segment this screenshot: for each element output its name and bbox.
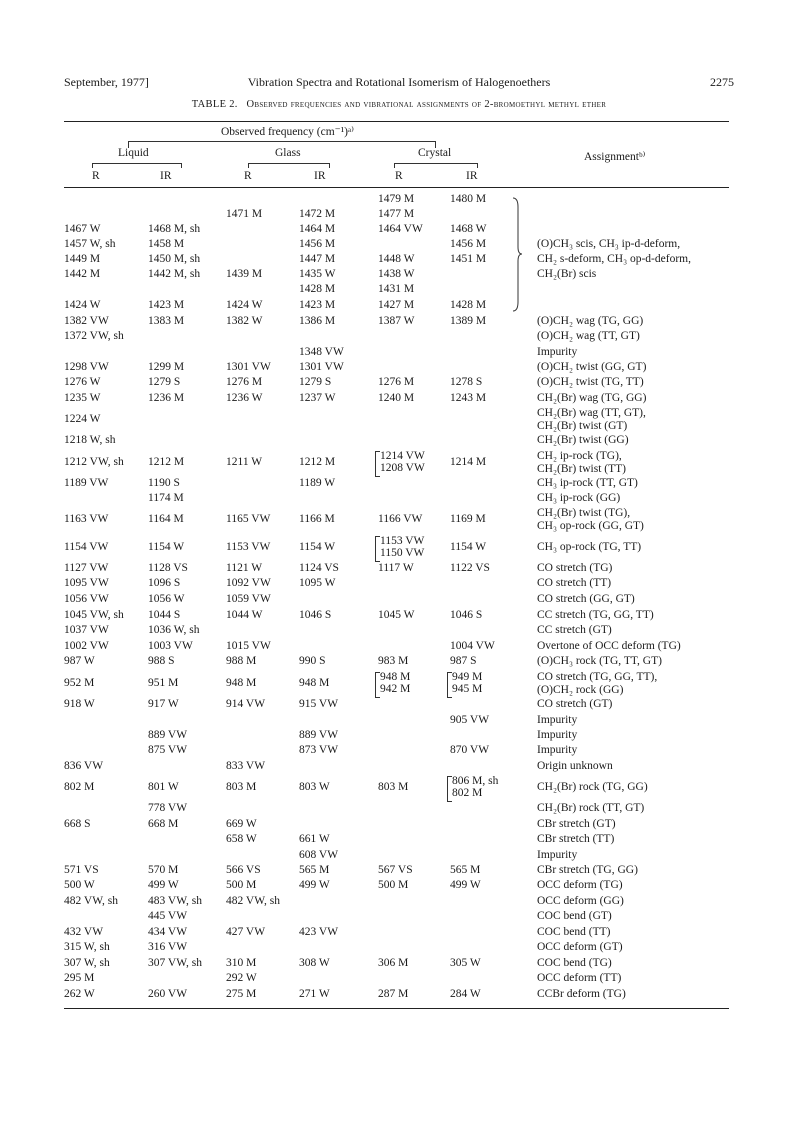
cell-liquid-r: 1298 VW bbox=[64, 361, 109, 373]
cell-assignment: (O)CH₂ twist (TG, TT) bbox=[537, 376, 644, 388]
cell-glass-ir: 1154 W bbox=[299, 541, 336, 553]
cell-liquid-r: 1154 VW bbox=[64, 541, 109, 553]
header-glass-ir: IR bbox=[314, 170, 326, 182]
cell-liquid-ir: 1442 M, sh bbox=[148, 268, 201, 280]
cell-glass-ir: 948 M bbox=[299, 677, 330, 689]
cell-glass-r: 1165 VW bbox=[226, 513, 271, 525]
cell-liquid-r: 1163 VW bbox=[64, 513, 109, 525]
cell-assignment: Origin unknown bbox=[537, 760, 613, 772]
cell-glass-r: 1382 W bbox=[226, 315, 263, 327]
cell-assignment: CH₂(Br) twist (GG) bbox=[537, 434, 629, 446]
cell-assignment: CH₂(Br) wag (TT, GT), bbox=[537, 406, 646, 419]
cell-assignment: (O)CH₂ wag (TG, GG) bbox=[537, 315, 644, 327]
cell-glass-ir: 1464 M bbox=[299, 223, 336, 235]
cell-glass-r: 1044 W bbox=[226, 609, 263, 621]
cell-assignment: Impurity bbox=[537, 714, 578, 726]
cell-crystal-ir: 1122 VS bbox=[450, 562, 490, 574]
cell-liquid-r: 1372 VW, sh bbox=[64, 330, 124, 342]
cell-liquid-ir: 778 VW bbox=[148, 802, 188, 814]
cell-liquid-r: 1457 W, sh bbox=[64, 238, 116, 250]
cell-liquid-r: 1056 VW bbox=[64, 593, 109, 605]
cell-assignment: CO stretch (TG, GG, TT), bbox=[537, 670, 658, 683]
cell-liquid-ir: 1468 M, sh bbox=[148, 223, 201, 235]
cell-glass-ir: 1124 VS bbox=[299, 562, 339, 574]
cell-crystal-r: 803 M bbox=[378, 781, 409, 793]
cell-assignment: (O)CH₂ twist (GG, GT) bbox=[537, 361, 647, 373]
cell-assignment: COC bend (GT) bbox=[537, 910, 612, 922]
cell-liquid-r: 836 VW bbox=[64, 760, 104, 772]
cell-assignment: (O)CH₃ rock (TG, TT, GT) bbox=[537, 655, 662, 667]
cell-liquid-ir: 801 W bbox=[148, 781, 179, 793]
cell-crystal-ir-split: 806 M, sh bbox=[452, 775, 499, 787]
cluster-brace bbox=[512, 197, 522, 312]
cell-assignment: Impurity bbox=[537, 849, 578, 861]
cell-glass-r: 988 M bbox=[226, 655, 257, 667]
cell-crystal-r: 1427 M bbox=[378, 299, 415, 311]
cell-glass-ir: 1189 W bbox=[299, 477, 336, 489]
cell-crystal-r: 567 VS bbox=[378, 864, 413, 876]
cell-liquid-ir: 917 W bbox=[148, 698, 179, 710]
cell-assignment: CBr stretch (GT) bbox=[537, 818, 616, 830]
cell-assignment: CH₂(Br) twist (TT) bbox=[537, 462, 626, 475]
cell-crystal-ir: 1214 M bbox=[450, 456, 487, 468]
cell-glass-r: 1236 W bbox=[226, 392, 263, 404]
cell-crystal-r-split: 1150 VW bbox=[380, 547, 425, 559]
crystal-brace bbox=[394, 163, 478, 168]
cell-glass-r: 1153 VW bbox=[226, 541, 271, 553]
cell-crystal-ir: 1451 M bbox=[450, 253, 487, 265]
cell-liquid-ir: 1190 S bbox=[148, 477, 180, 489]
cell-crystal-ir: 870 VW bbox=[450, 744, 490, 756]
cell-crystal-r: 1166 VW bbox=[378, 513, 423, 525]
cell-liquid-r: 1224 W bbox=[64, 413, 101, 425]
cell-liquid-ir: 1212 M bbox=[148, 456, 185, 468]
cell-glass-r: 1424 W bbox=[226, 299, 263, 311]
cell-crystal-ir: 499 W bbox=[450, 879, 481, 891]
cell-liquid-r: 802 M bbox=[64, 781, 95, 793]
cell-glass-r: 566 VS bbox=[226, 864, 261, 876]
cell-crystal-r: 500 M bbox=[378, 879, 409, 891]
cell-crystal-ir: 284 W bbox=[450, 988, 481, 1000]
cell-crystal-r: 1045 W bbox=[378, 609, 415, 621]
cell-liquid-r: 500 W bbox=[64, 879, 95, 891]
cell-glass-r: 1211 W bbox=[226, 456, 263, 468]
cell-glass-ir: 308 W bbox=[299, 957, 330, 969]
cell-glass-ir: 608 VW bbox=[299, 849, 339, 861]
cell-assignment: CBr stretch (TT) bbox=[537, 833, 615, 845]
header-liquid-ir: IR bbox=[160, 170, 172, 182]
cell-crystal-ir: 1278 S bbox=[450, 376, 483, 388]
cell-crystal-ir: 1456 M bbox=[450, 238, 487, 250]
cell-assignment: CH₃ ip-rock (TT, GT) bbox=[537, 477, 638, 489]
cell-liquid-ir: 951 M bbox=[148, 677, 179, 689]
cell-liquid-ir: 1096 S bbox=[148, 577, 181, 589]
cell-liquid-ir: 1044 S bbox=[148, 609, 181, 621]
cell-glass-ir: 1212 M bbox=[299, 456, 336, 468]
cell-assignment: CH₂(Br) twist (GT) bbox=[537, 419, 628, 432]
cell-liquid-ir: 1174 M bbox=[148, 492, 184, 504]
cell-assignment: OCC deform (TT) bbox=[537, 972, 622, 984]
cell-liquid-ir: 316 VW bbox=[148, 941, 188, 953]
cell-assignment: (O)CH₃ scis, CH₃ ip-d-deform, bbox=[537, 238, 681, 250]
cell-crystal-ir-split: 945 M bbox=[452, 683, 483, 695]
cell-glass-ir: 1095 W bbox=[299, 577, 336, 589]
cell-liquid-ir: 445 VW bbox=[148, 910, 188, 922]
cell-assignment: Impurity bbox=[537, 346, 578, 358]
cell-assignment: CO stretch (GT) bbox=[537, 698, 613, 710]
header-glass-r: R bbox=[244, 170, 252, 182]
table-top-rule bbox=[64, 121, 729, 122]
cell-glass-ir: 1447 M bbox=[299, 253, 336, 265]
cell-crystal-ir: 1480 M bbox=[450, 193, 487, 205]
cell-glass-ir: 271 W bbox=[299, 988, 330, 1000]
cell-crystal-r: 306 M bbox=[378, 957, 409, 969]
cell-liquid-ir: 1154 W bbox=[148, 541, 185, 553]
cell-glass-r: 833 VW bbox=[226, 760, 266, 772]
cell-crystal-r-split: 1208 VW bbox=[380, 462, 425, 474]
cell-glass-ir: 661 W bbox=[299, 833, 330, 845]
cell-assignment: OCC deform (GT) bbox=[537, 941, 623, 953]
cell-liquid-ir: 307 VW, sh bbox=[148, 957, 202, 969]
cell-liquid-r: 1212 VW, sh bbox=[64, 456, 124, 468]
cell-glass-ir: 915 VW bbox=[299, 698, 339, 710]
cell-liquid-r: 1002 VW bbox=[64, 640, 109, 652]
cell-liquid-r: 1189 VW bbox=[64, 477, 109, 489]
cell-glass-r: 1439 M bbox=[226, 268, 263, 280]
cell-liquid-r: 262 W bbox=[64, 988, 95, 1000]
cell-liquid-ir: 483 VW, sh bbox=[148, 895, 202, 907]
cell-liquid-ir: 570 M bbox=[148, 864, 179, 876]
cell-liquid-r: 1037 VW bbox=[64, 624, 109, 636]
table-caption bbox=[64, 99, 734, 110]
cell-crystal-r: 287 M bbox=[378, 988, 409, 1000]
cell-glass-r: 292 W bbox=[226, 972, 257, 984]
cell-liquid-r: 1449 M bbox=[64, 253, 101, 265]
cell-crystal-ir: 1468 W bbox=[450, 223, 487, 235]
cell-liquid-r: 1045 VW, sh bbox=[64, 609, 124, 621]
cell-liquid-r: 918 W bbox=[64, 698, 95, 710]
cell-crystal-r: 1276 M bbox=[378, 376, 415, 388]
cell-liquid-r: 1382 VW bbox=[64, 315, 109, 327]
issue-date: September, 1977] bbox=[64, 75, 149, 89]
page-number: 2275 bbox=[710, 75, 734, 89]
table-header-rule bbox=[64, 187, 729, 188]
cell-crystal-r: 1431 M bbox=[378, 283, 415, 295]
header-crystal-ir: IR bbox=[466, 170, 478, 182]
cell-liquid-r: 1235 W bbox=[64, 392, 101, 404]
cell-glass-r: 1015 VW bbox=[226, 640, 271, 652]
cell-liquid-ir: 1056 W bbox=[148, 593, 185, 605]
cell-glass-ir: 1279 S bbox=[299, 376, 332, 388]
cell-crystal-ir: 1046 S bbox=[450, 609, 483, 621]
cell-liquid-ir: 1450 M, sh bbox=[148, 253, 201, 265]
cell-liquid-ir: 1036 W, sh bbox=[148, 624, 200, 636]
cell-assignment: CH₃ op-rock (GG, GT) bbox=[537, 519, 644, 532]
cell-glass-r: 948 M bbox=[226, 677, 257, 689]
cell-liquid-r: 315 W, sh bbox=[64, 941, 110, 953]
cell-glass-r: 1301 VW bbox=[226, 361, 271, 373]
cell-glass-ir: 1348 VW bbox=[299, 346, 344, 358]
cell-glass-ir: 1301 VW bbox=[299, 361, 344, 373]
cell-crystal-r: 1479 M bbox=[378, 193, 415, 205]
cell-glass-r: 914 VW bbox=[226, 698, 266, 710]
cell-crystal-ir: 1169 M bbox=[450, 513, 486, 525]
cell-glass-ir: 1237 W bbox=[299, 392, 336, 404]
header-assignment: Assignmentᵇ⁾ bbox=[584, 151, 646, 163]
running-head bbox=[64, 75, 734, 93]
cell-assignment: COC bend (TG) bbox=[537, 957, 612, 969]
cell-crystal-ir: 305 W bbox=[450, 957, 481, 969]
cell-glass-r: 658 W bbox=[226, 833, 257, 845]
cell-glass-r: 1471 M bbox=[226, 208, 263, 220]
cell-assignment: Overtone of OCC deform (TG) bbox=[537, 640, 681, 652]
cell-liquid-r: 1095 VW bbox=[64, 577, 109, 589]
glass-brace bbox=[248, 163, 330, 168]
cell-assignment: Impurity bbox=[537, 744, 578, 756]
cell-assignment: CH₃ op-rock (TG, TT) bbox=[537, 541, 642, 553]
cell-glass-r: 1121 W bbox=[226, 562, 263, 574]
cell-assignment: OCC deform (GG) bbox=[537, 895, 624, 907]
cell-assignment: CO stretch (GG, GT) bbox=[537, 593, 635, 605]
cell-crystal-r: 1464 VW bbox=[378, 223, 423, 235]
cell-liquid-ir: 1128 VS bbox=[148, 562, 188, 574]
cell-liquid-ir: 889 VW bbox=[148, 729, 188, 741]
cell-assignment: CC stretch (TG, GG, TT) bbox=[537, 609, 654, 621]
cell-liquid-ir: 260 VW bbox=[148, 988, 188, 1000]
cell-glass-ir: 803 W bbox=[299, 781, 330, 793]
cell-glass-ir: 1046 S bbox=[299, 609, 332, 621]
cell-glass-r: 500 M bbox=[226, 879, 257, 891]
cell-glass-ir: 1428 M bbox=[299, 283, 336, 295]
cell-glass-ir: 1435 W bbox=[299, 268, 336, 280]
cell-assignment: CH₂(Br) wag (TG, GG) bbox=[537, 392, 647, 404]
cell-crystal-r-split: 942 M bbox=[380, 683, 411, 695]
cell-liquid-ir: 1458 M bbox=[148, 238, 185, 250]
header-liquid: Liquid bbox=[118, 147, 149, 159]
header-liquid-r: R bbox=[92, 170, 100, 182]
cell-liquid-r: 1127 VW bbox=[64, 562, 109, 574]
cell-glass-ir: 1456 M bbox=[299, 238, 336, 250]
cell-liquid-r: 1467 W bbox=[64, 223, 101, 235]
cell-liquid-r: 571 VS bbox=[64, 864, 99, 876]
cell-liquid-r: 1424 W bbox=[64, 299, 101, 311]
cell-assignment: CH₂ ip-rock (TG), bbox=[537, 449, 622, 462]
cell-glass-ir: 1386 M bbox=[299, 315, 336, 327]
cell-glass-ir: 990 S bbox=[299, 655, 326, 667]
cell-glass-ir: 873 VW bbox=[299, 744, 339, 756]
header-crystal-r: R bbox=[395, 170, 403, 182]
cell-crystal-r: 1477 M bbox=[378, 208, 415, 220]
cell-crystal-r-split: 1214 VW bbox=[380, 450, 425, 462]
journal-article-title: Vibration Spectra and Rotational Isomerism of Halogenoethers bbox=[247, 75, 551, 89]
cell-crystal-r: 1240 M bbox=[378, 392, 415, 404]
cell-assignment: Impurity bbox=[537, 729, 578, 741]
cell-crystal-ir: 987 S bbox=[450, 655, 477, 667]
cell-liquid-ir: 988 S bbox=[148, 655, 175, 667]
cell-liquid-ir: 1299 M bbox=[148, 361, 185, 373]
cell-liquid-r: 1442 M bbox=[64, 268, 101, 280]
cell-crystal-r: 1448 W bbox=[378, 253, 415, 265]
cell-crystal-ir-split: 949 M bbox=[452, 671, 483, 683]
cell-assignment: CH₂(Br) scis bbox=[537, 268, 597, 280]
cell-liquid-r: 295 M bbox=[64, 972, 95, 984]
table-label: TABLE 2. bbox=[191, 99, 238, 110]
cell-glass-ir: 423 VW bbox=[299, 926, 339, 938]
cell-liquid-r: 1218 W, sh bbox=[64, 434, 116, 446]
cell-glass-r: 275 M bbox=[226, 988, 257, 1000]
cell-liquid-r: 482 VW, sh bbox=[64, 895, 118, 907]
cell-assignment: CH₂(Br) twist (TG), bbox=[537, 506, 631, 519]
cell-liquid-ir: 1383 M bbox=[148, 315, 185, 327]
cell-crystal-ir: 1428 M bbox=[450, 299, 487, 311]
cell-assignment: (O)CH₂ wag (TT, GT) bbox=[537, 330, 640, 342]
cell-glass-r: 803 M bbox=[226, 781, 257, 793]
cell-liquid-ir: 668 M bbox=[148, 818, 179, 830]
cell-crystal-ir-split: 802 M bbox=[452, 787, 483, 799]
cell-assignment: CBr stretch (TG, GG) bbox=[537, 864, 638, 876]
cell-crystal-ir: 1243 M bbox=[450, 392, 487, 404]
cell-liquid-ir: 1003 VW bbox=[148, 640, 193, 652]
cell-assignment: CO stretch (TT) bbox=[537, 577, 612, 589]
cell-glass-ir: 889 VW bbox=[299, 729, 339, 741]
cell-glass-r: 1092 VW bbox=[226, 577, 271, 589]
cell-glass-ir: 1472 M bbox=[299, 208, 336, 220]
cell-glass-r: 310 M bbox=[226, 957, 257, 969]
cell-crystal-r: 1117 W bbox=[378, 562, 414, 574]
cell-liquid-ir: 499 W bbox=[148, 879, 179, 891]
cell-crystal-ir: 905 VW bbox=[450, 714, 490, 726]
cell-assignment: CO stretch (TG) bbox=[537, 562, 613, 574]
cell-crystal-ir: 1154 W bbox=[450, 541, 487, 553]
cell-liquid-r: 668 S bbox=[64, 818, 91, 830]
header-crystal: Crystal bbox=[418, 147, 452, 159]
header-observed-frequency: Observed frequency (cm⁻¹)ᵃ⁾ bbox=[221, 126, 354, 138]
cell-assignment: OCC deform (TG) bbox=[537, 879, 623, 891]
cell-assignment: CH₂ s-deform, CH₃ op-d-deform, bbox=[537, 253, 691, 265]
cell-crystal-ir: 1389 M bbox=[450, 315, 487, 327]
cell-crystal-r: 983 M bbox=[378, 655, 409, 667]
cell-liquid-ir: 1423 M bbox=[148, 299, 185, 311]
liquid-brace bbox=[92, 163, 182, 168]
cell-assignment: (O)CH₂ rock (GG) bbox=[537, 683, 624, 696]
cell-crystal-r-split: 1153 VW bbox=[380, 535, 425, 547]
cell-liquid-ir: 1236 M bbox=[148, 392, 185, 404]
header-glass: Glass bbox=[275, 147, 301, 159]
cell-glass-ir: 565 M bbox=[299, 864, 330, 876]
cell-liquid-r: 1276 W bbox=[64, 376, 101, 388]
cell-assignment: CH₂(Br) rock (TT, GT) bbox=[537, 802, 645, 814]
cell-liquid-r: 987 W bbox=[64, 655, 95, 667]
cell-liquid-r: 432 VW bbox=[64, 926, 104, 938]
cell-crystal-r: 1387 W bbox=[378, 315, 415, 327]
cell-liquid-r: 307 W, sh bbox=[64, 957, 110, 969]
cell-liquid-ir: 434 VW bbox=[148, 926, 188, 938]
cell-assignment: CH₂(Br) rock (TG, GG) bbox=[537, 781, 648, 793]
cell-crystal-ir: 565 M bbox=[450, 864, 481, 876]
table-caption-text: Observed frequencies and vibrational assignments of 2-bromoethyl methyl ether bbox=[246, 99, 607, 110]
cell-crystal-r: 1438 W bbox=[378, 268, 415, 280]
cell-glass-r: 427 VW bbox=[226, 926, 266, 938]
cell-liquid-ir: 1164 M bbox=[148, 513, 184, 525]
cell-glass-r: 482 VW, sh bbox=[226, 895, 280, 907]
cell-liquid-r: 952 M bbox=[64, 677, 95, 689]
cell-glass-ir: 1166 M bbox=[299, 513, 335, 525]
table-bottom-rule bbox=[64, 1008, 729, 1009]
cell-glass-r: 1276 M bbox=[226, 376, 263, 388]
cell-crystal-ir: 1004 VW bbox=[450, 640, 495, 652]
cell-liquid-ir: 1279 S bbox=[148, 376, 181, 388]
cell-glass-r: 1059 VW bbox=[226, 593, 271, 605]
cell-assignment: CCBr deform (TG) bbox=[537, 988, 626, 1000]
cell-assignment: CH₃ ip-rock (GG) bbox=[537, 492, 621, 504]
cell-glass-ir: 499 W bbox=[299, 879, 330, 891]
cell-crystal-r-split: 948 M bbox=[380, 671, 411, 683]
cell-assignment: CC stretch (GT) bbox=[537, 624, 612, 636]
cell-glass-r: 669 W bbox=[226, 818, 257, 830]
cell-assignment: COC bend (TT) bbox=[537, 926, 611, 938]
cell-glass-ir: 1423 M bbox=[299, 299, 336, 311]
cell-liquid-ir: 875 VW bbox=[148, 744, 188, 756]
